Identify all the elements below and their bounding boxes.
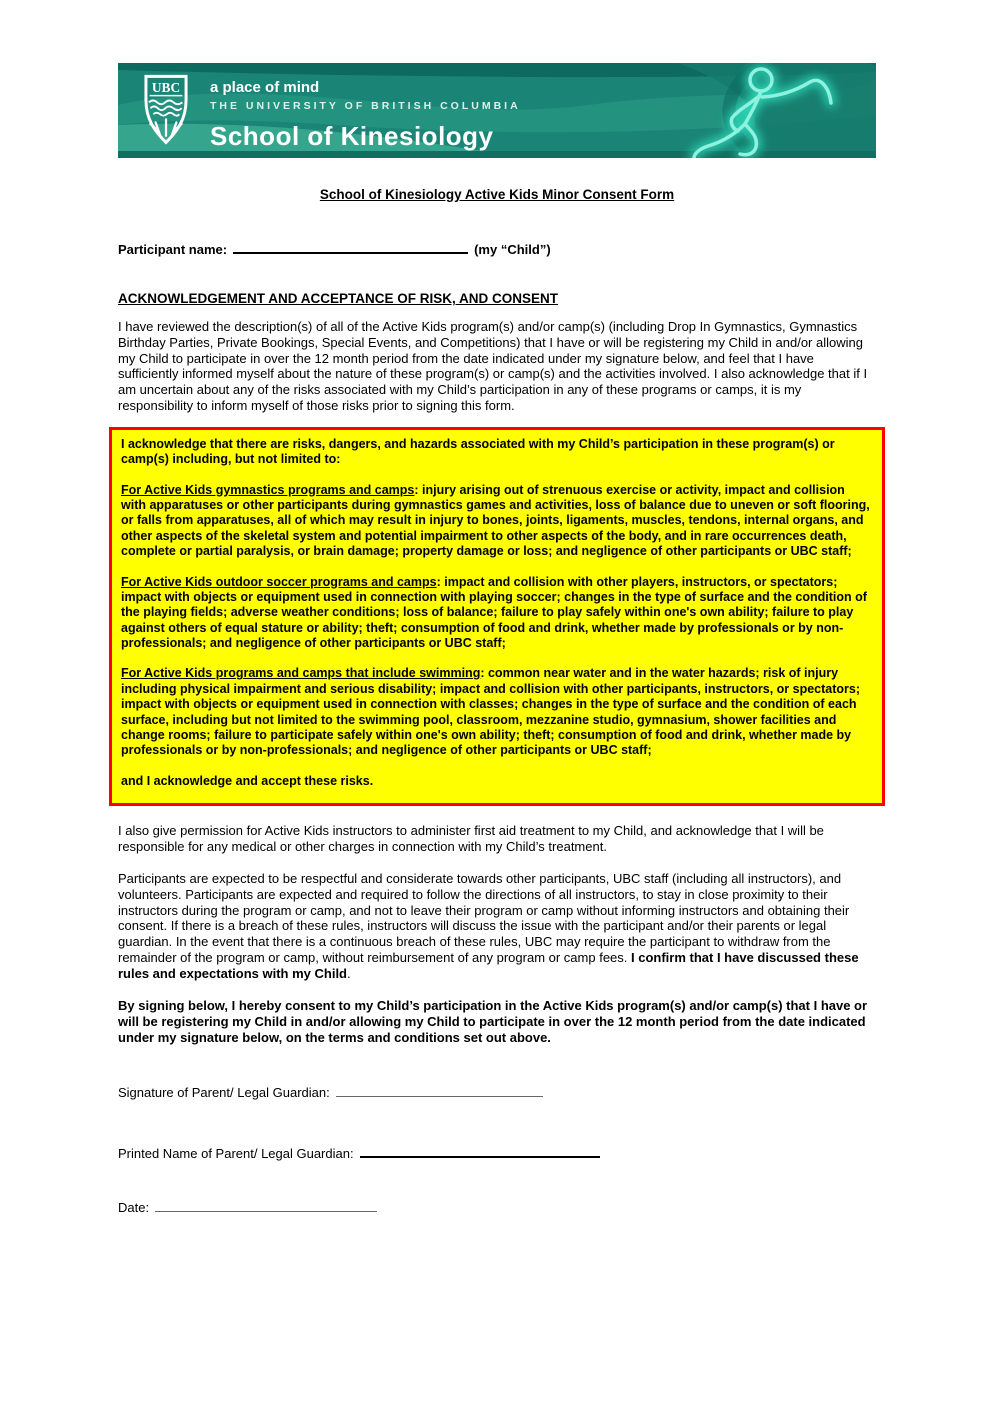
runner-xray-image	[661, 63, 876, 158]
participant-name-label: Participant name:	[118, 242, 228, 258]
conduct-text: Participants are expected to be respectful and considerate towards other participants, UBC staff (including all instructors), and volunteers. Participants are expected and required to follow the directions of all instructors, to stay in close proximity to their instructors during the program or camp, and not to leave their program or camp without informing instructors and obtaining their consent. If there is a breach of these rules, instructors will discuss the issue with the participant and/or their parents or legal guardian. In the event that there is a continuous breach of these rules, UBC may require the participant to withdraw from the remainder of the program or camp, without reimbursement of any program or camp fees.	[118, 870, 850, 966]
printed-name-line[interactable]	[360, 1143, 600, 1158]
conduct-bold-confirmation: I confirm that I have discussed these rules and expectations with my Child	[118, 950, 859, 981]
signature-line[interactable]	[336, 1083, 543, 1097]
tagline: a place of mind	[210, 79, 320, 96]
risk-item-soccer-body: : impact and collision with other players, instructors, or spectators; impact with objects or equipment used in connection with playing soccer; changes in the type of surface and the condition of the playing fields; adverse weather conditions; loss of balance; failure to play safely within one's own ability; failure to play against others of equal stature or ability; theft; consumption of food and drink, whether made by professionals or by non-professionals; and negligence of other participants or UBC staff;	[121, 574, 867, 651]
signature-label: Signature of Parent/ Legal Guardian:	[118, 1085, 330, 1101]
consent-form-page	[118, 63, 876, 1216]
university-name: THE UNIVERSITY OF BRITISH COLUMBIA	[210, 99, 521, 112]
printed-name-label: Printed Name of Parent/ Legal Guardian:	[118, 1146, 354, 1162]
intro-paragraph: I have reviewed the description(s) of all of the Active Kids program(s) and/or camp(s) (including Drop In Gymnastics, Gymnastics Birthday Parties, Private Bookings, Special Events, and Competitions) that I have or will be registering my Child in and/or allowing my Child to participate in over the 12 month period from the date indicated under my signature below, and feel that I have sufficiently informed myself about the nature of these program(s) or camp(s) and the activities involved. I also acknowledge that if I am uncertain about any of the risks associated with my Child’s participation in any of these programs or camps, it is my responsibility to inform myself of those risks prior to signing this form.	[118, 318, 868, 414]
risk-closing: and I acknowledge and accept these risks.	[121, 773, 374, 788]
participant-name-row	[118, 239, 876, 258]
ubc-shield-logo	[140, 71, 192, 150]
printed-name-row	[118, 1143, 876, 1162]
conduct-paragraph	[118, 871, 876, 982]
banner-text-block	[210, 80, 521, 152]
risk-item-soccer-lead: For Active Kids outdoor soccer programs and camps	[121, 574, 437, 589]
conduct-period: .	[347, 965, 351, 981]
school-name: School of Kinesiology	[210, 120, 494, 151]
date-line[interactable]	[155, 1198, 377, 1212]
consent-paragraph: By signing below, I hereby consent to my Child’s participation in the Active Kids program(s) and/or camp(s) that I have or will be registering my Child in and/or allowing my Child to participate in over the 12 month period from the date indicated under my signature below, on the terms and conditions set out above.	[118, 997, 868, 1045]
header-banner	[118, 63, 876, 158]
date-label: Date:	[118, 1200, 150, 1216]
risk-intro: I acknowledge that there are risks, dangers, and hazards associated with my Child’s participation in these program(s) or camp(s) including, but not limited to:	[121, 436, 835, 467]
risk-item-swimming-lead: For Active Kids programs and camps that include swimming	[121, 666, 481, 681]
risk-item-gymnastics	[121, 483, 873, 560]
risk-item-soccer	[121, 575, 873, 652]
signature-row	[118, 1083, 876, 1101]
document-body	[118, 187, 876, 1216]
risk-item-swimming	[121, 666, 873, 758]
participant-name-line[interactable]	[233, 239, 468, 254]
date-row	[118, 1198, 876, 1216]
svg-text:UBC: UBC	[151, 79, 181, 95]
risk-acknowledgement-box	[109, 427, 885, 806]
section-heading: ACKNOWLEDGEMENT AND ACCEPTANCE OF RISK, AND CONSENT	[118, 291, 558, 307]
risk-item-swimming-body: : common near water and in the water hazards; risk of injury including physical impairment and serious disability; impact and collision with other participants, instructors, or spectators; impact with objects or equipment used in connection with classes; changes in the type of surface and the condition of each surface, including but not limited to the swimming pool, classroom, mezzanine studio, gymnasium, shower facilities and change rooms; failure to participate safely within one's own ability; theft; consumption of food and drink, whether made by professionals or by non-professionals; and negligence of other participants or UBC staff;	[121, 666, 861, 758]
participant-name-suffix: (my “Child”)	[474, 242, 551, 258]
risk-item-gymnastics-body: : injury arising out of strenuous exercise or activity, impact and collision with apparatuses or other participants during gymnastics games and activities, loss of balance due to uneven or soft flooring, or falls from apparatuses, all of which may result in injury to bones, joints, ligaments, muscles, tendons, internal organs, and other aspects of the skeletal system and potential impairment to other aspects of the body, and in rare occurrences death, complete or partial paralysis, or brain damage; property damage or loss; and negligence of other participants or UBC staff;	[121, 482, 870, 559]
first-aid-paragraph: I also give permission for Active Kids instructors to administer first aid treatment to my Child, and acknowledge that I will be responsible for any medical or other charges in connection with my Child’s treatment.	[118, 823, 824, 854]
form-title: School of Kinesiology Active Kids Minor Consent Form	[319, 187, 675, 202]
risk-item-gymnastics-lead: For Active Kids gymnastics programs and camps	[121, 482, 415, 497]
